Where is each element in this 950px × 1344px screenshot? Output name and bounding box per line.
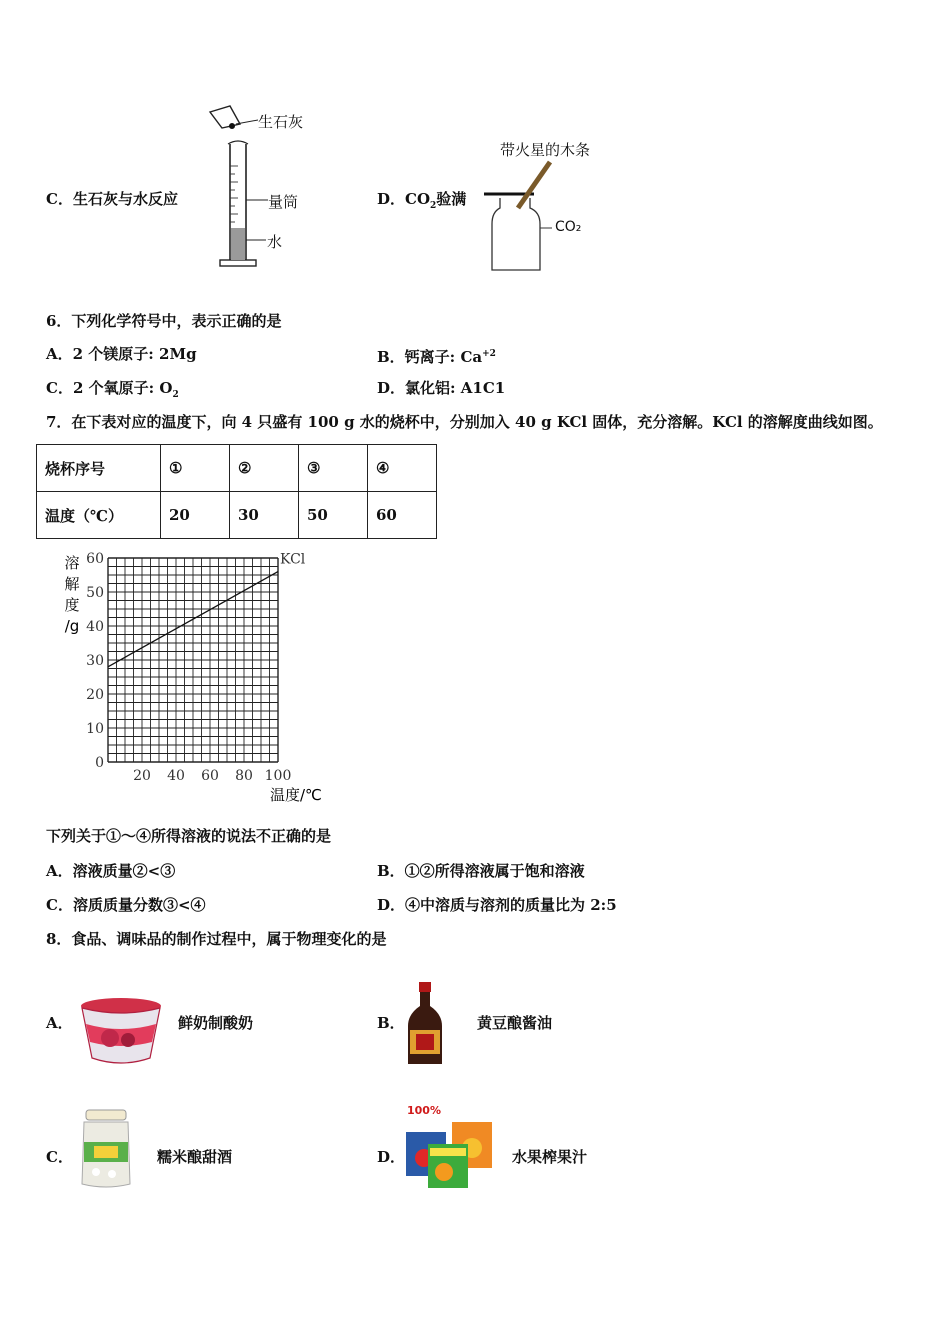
table-row xyxy=(37,492,437,539)
table-cell: ③ xyxy=(299,445,368,492)
soy-sauce-bottle-icon xyxy=(404,980,446,1070)
q6-option-c xyxy=(46,378,179,405)
q8-option-c-text: 糯米酿甜酒 xyxy=(157,1148,233,1166)
q8-option-c-letter: C． xyxy=(46,1148,73,1166)
q7-option-b: B．①②所得溶液属于饱和溶液 xyxy=(377,862,585,880)
x-tick-label: 40 xyxy=(167,768,185,784)
q7-stem: 7．在下表对应的温度下，向 4 只盛有 100 g 水的烧杯中，分别加入 40 g KCl 固体，充分溶解。KCl 的溶解度曲线如图。 xyxy=(46,413,883,431)
table-cell: ② xyxy=(230,445,299,492)
q5-option-c-text: 生石灰与水反应 xyxy=(72,190,178,208)
q8-option-a-text: 鲜奶制酸奶 xyxy=(178,1014,254,1032)
table-row xyxy=(37,445,437,492)
table-cell: 温度（℃） xyxy=(37,492,161,539)
juice-badge: 100% xyxy=(407,1104,441,1117)
q6-option-b-text: B．钙离子: Ca xyxy=(377,348,483,366)
yogurt-cup-icon xyxy=(76,994,166,1068)
q8-option-d-text: 水果榨果汁 xyxy=(512,1148,588,1166)
q5-option-d-sub: 2 xyxy=(430,201,437,211)
table-cell: ① xyxy=(161,445,230,492)
q6-option-b xyxy=(377,344,496,367)
table-cell: 60 xyxy=(368,492,437,539)
q5-option-d-text-pre: CO xyxy=(405,190,431,208)
q5-option-c-letter: C． xyxy=(46,190,73,208)
q5-option-d-text-post: 验满 xyxy=(436,190,467,208)
label-cylinder: 量筒 xyxy=(268,193,299,211)
y-axis-label: 度 xyxy=(64,596,80,614)
solubility-chart xyxy=(60,548,350,808)
juice-boxes-icon xyxy=(404,1118,496,1190)
table-cell: 30 xyxy=(230,492,299,539)
label-water: 水 xyxy=(267,233,283,251)
q6-option-b-sup: +2 xyxy=(482,349,496,359)
label-quicklime: 生石灰 xyxy=(258,113,304,131)
label-co2: CO₂ xyxy=(555,219,582,235)
table-cell: 50 xyxy=(299,492,368,539)
y-tick-label: 60 xyxy=(86,551,104,567)
x-tick-label: 80 xyxy=(235,768,253,784)
x-tick-label: 20 xyxy=(133,768,151,784)
y-tick-label: 40 xyxy=(86,619,104,635)
q6-option-d: D．氯化铝: A1C1 xyxy=(377,379,506,397)
q5-option-c xyxy=(46,189,178,209)
q7-option-a: A．溶液质量②<③ xyxy=(46,862,176,880)
table-cell: ④ xyxy=(368,445,437,492)
rice-wine-jar-icon xyxy=(78,1108,134,1190)
y-axis-label: /g xyxy=(64,617,80,635)
series-label: KCl xyxy=(280,551,306,568)
q5-option-d xyxy=(377,189,466,216)
q5-option-d-letter: D． xyxy=(377,190,406,208)
q8-stem: 8．食品、调味品的制作过程中，属于物理变化的是 xyxy=(46,930,387,948)
q7-option-d: D．④中溶质与溶剂的质量比为 2:5 xyxy=(377,896,617,914)
q8-option-b-text: 黄豆酿酱油 xyxy=(477,1014,553,1032)
q8-option-d-letter: D． xyxy=(377,1148,406,1166)
q6-option-c-sub: 2 xyxy=(172,390,179,400)
x-axis-label: 温度/℃ xyxy=(270,786,322,804)
q6-stem: 6．下列化学符号中，表示正确的是 xyxy=(46,312,282,330)
y-tick-label: 20 xyxy=(86,687,104,703)
label-splint: 带火星的木条 xyxy=(500,141,591,159)
y-axis-label: 溶 xyxy=(64,554,80,572)
x-tick-label: 100 xyxy=(264,768,292,784)
q6-option-c-text: C．2 个氧原子: O xyxy=(46,379,173,397)
y-tick-label: 50 xyxy=(86,585,104,601)
y-axis-label: 解 xyxy=(64,575,80,593)
x-tick-label: 60 xyxy=(201,768,219,784)
y-tick-label: 10 xyxy=(86,721,104,737)
table-cell: 烧杯序号 xyxy=(37,445,161,492)
q7-question: 下列关于①～④所得溶液的说法不正确的是 xyxy=(46,827,332,845)
q7-option-c: C．溶质质量分数③<④ xyxy=(46,896,206,914)
q6-option-a: A．2 个镁原子: 2Mg xyxy=(46,345,197,363)
table-cell: 20 xyxy=(161,492,230,539)
q8-option-b-letter: B． xyxy=(377,1014,405,1032)
q8-option-a-letter: A． xyxy=(46,1014,73,1032)
y-tick-label: 30 xyxy=(86,653,104,669)
beaker-table xyxy=(36,444,437,539)
y-tick-label: 0 xyxy=(95,755,104,771)
bottle-figure xyxy=(482,158,592,278)
